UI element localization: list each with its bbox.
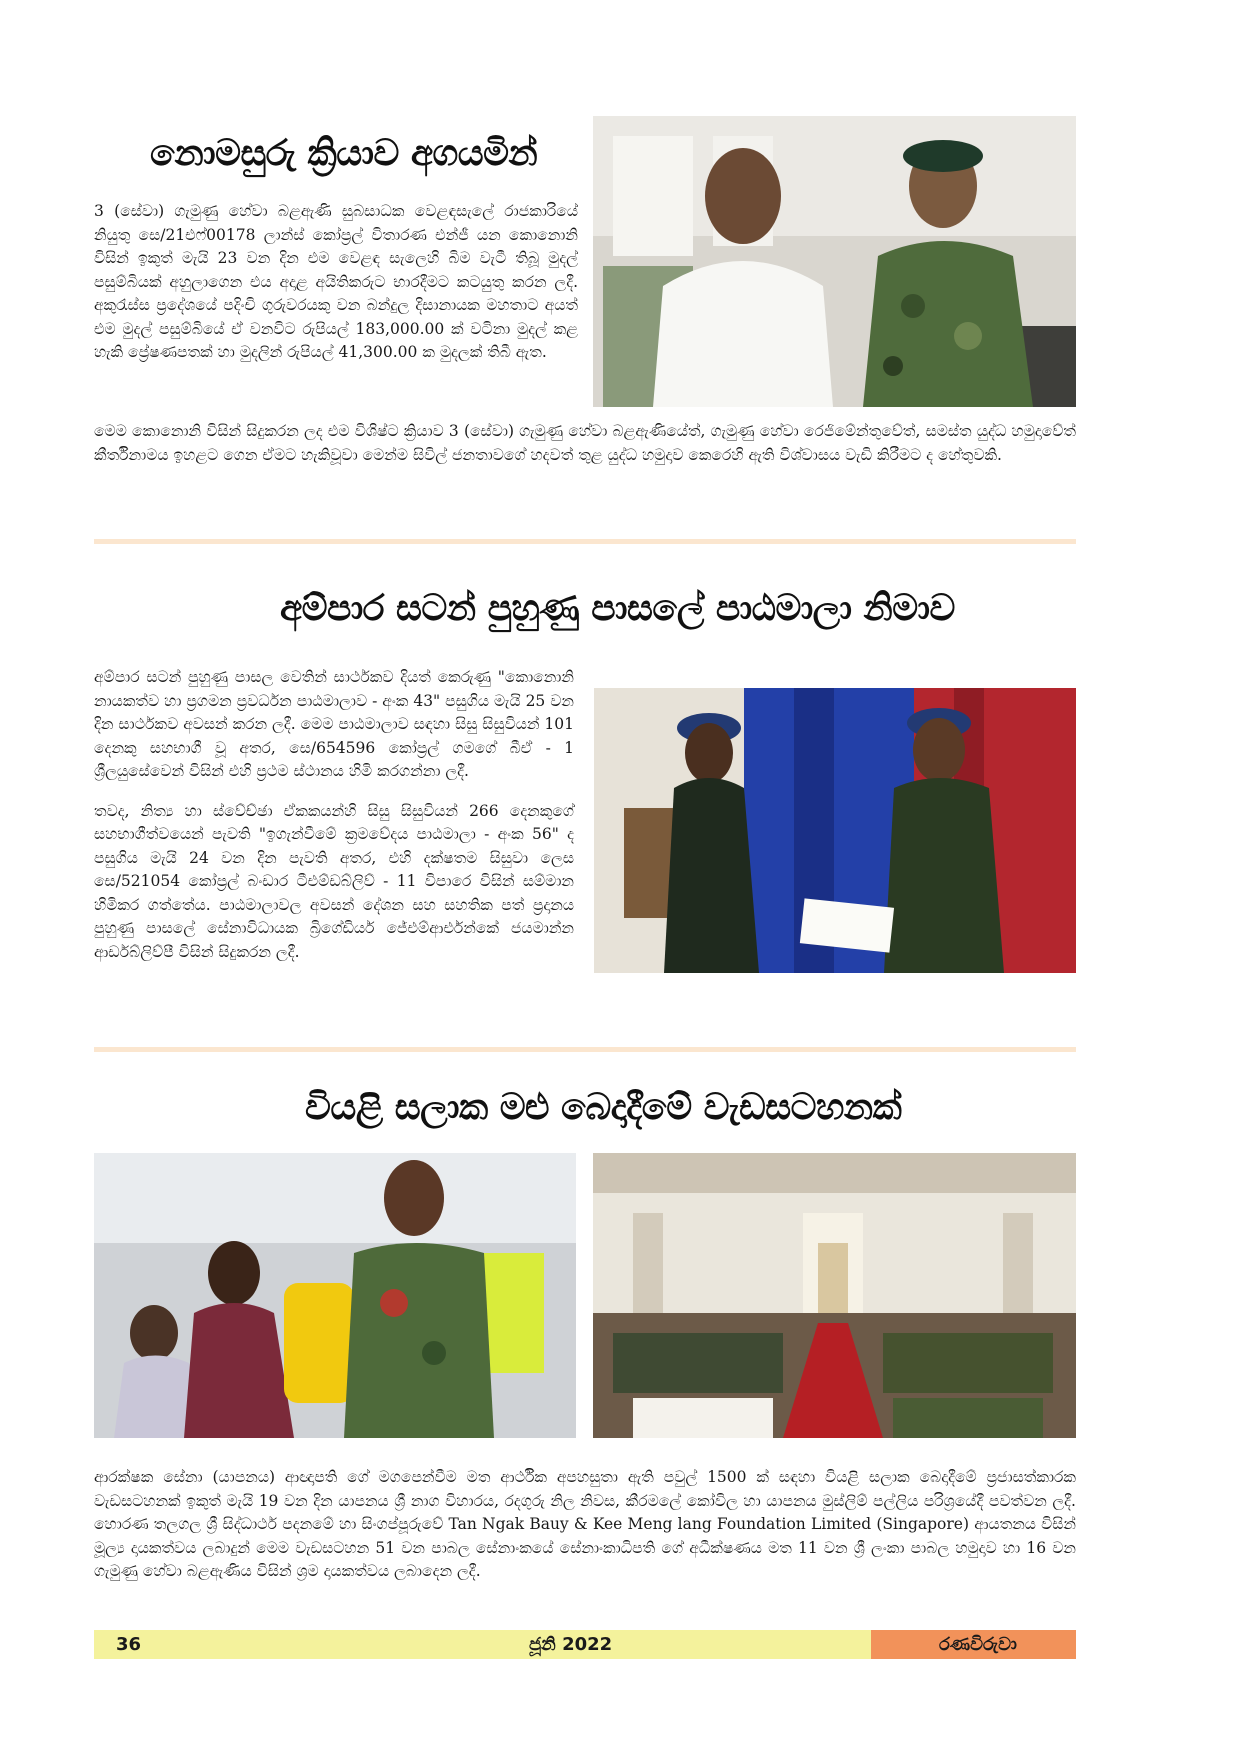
article-1-title: නොමසුරු ක්‍රියාව අගයමින්	[150, 133, 538, 174]
article-3-body	[94, 1466, 1076, 1600]
section-divider-2	[94, 1047, 1076, 1052]
page-footer	[94, 1630, 1076, 1659]
article-1-paragraph-2: මෙම කොනොනි විසින් සිදුකරන ලද එම විශිෂ්ට ක්‍රියාව 3 (සේවා) ගැමුණු හේවා බළඇණියේත්, ගැමුණු හේවා රෙජිමේන්තුවේත්, සමස්ත යුද්ධ හමුදාවේත් කීර්තිනාමය ඉහළට ගෙන ඒමට හැකිවූවා මෙන්ම සිවිල් ජනතාවගේ හදවත් තුළ යුද්ධ හමුදාව කෙරෙහි ඇති විශ්වාසය වැඩි කිරීමට ද හේතුවකි.	[94, 422, 1076, 464]
photo-hall-ceremony	[593, 1153, 1076, 1438]
article-1-body	[94, 200, 578, 381]
article-1-body-wide	[94, 420, 1076, 483]
magazine-name: රණවිරුවා	[939, 1634, 1017, 1655]
article-1-paragraph-1: 3 (සේවා) ගැමුණු හේවා බළඇණි සුබසාධක වෙළඳසැලේ රාජකාරියේ නියුතු සෙ/21එෆ්00178 ලාන්ස් කෝප්‍රල් විතාරණ එන්ජී යන කොනොනි විසින් ඉකුත් මැයි 23 වන දින එම වෙළඳ සැලෙහි බිම වැටී තිබූ මුදල් පසුම්බියක් අහුලාගෙන එය අදාළ අයිතිකරුට භාරදීමට කටයුතු කරන ලදී. අකුරැස්ස ප්‍රදේශයේ පදිංචි ගුරුවරයකු වන බන්දුල දිසානායක මහතාට අයත් එම මුදල් පසුම්බියේ ඒ වනවිට රුපියල් 183,000.00 ක් වටිනා මුදල් කළ හැකි ප්‍රේෂණපතක් හා මුදලින් රුපියල් 41,300.00 ක මුදලක් තිබී ඇත.	[94, 202, 578, 361]
page-number: 36	[116, 1634, 142, 1655]
article-3-title: වියළි සලාක මළු බෙදාදීමේ වැඩසටහනක්	[305, 1087, 902, 1128]
article-2-paragraph-2: තවද, නිත්‍ය හා ස්වේච්ඡා ඒකකයන්හි සිසු සිසුවියන් 266 දෙනකුගේ සහභාගීත්වයෙන් පැවති "ඉගැන්වීමේ ක්‍රමවේදය පාඨමාලා - අංක 56" ද පසුගිය මැයි 24 වන දින පැවති අතර, එහි දක්ෂතම සිසුවා ලෙස සෙ/521054 කෝප්‍රල් බංඩාර ටීඑම්ඩබ්ලිව් - 11 විපාරෙ විසින් සම්මාන හිමිකර ගත්තේය. පාඨමාලාවල අවසන් දේශන සහ සහතික පත් ප්‍රදානය පුහුණු පාසලේ සේනාවිධායක බ්‍රිගේඩියර් ජේඑම්ආර්එන්කේ ජයමාන්න ආර්ඩබ්ලිව්පී විසින් සිදුකරන ලදී.	[94, 801, 574, 961]
article-2-paragraph-1: අම්පාර සටන් පුහුණු පාසල වෙතින් සාර්ථකව දියත් කෙරුණු "කොනොනි නායකත්ව හා ප්‍රගමන ප්‍රවර්ධන පාඨමාලාව - අංක 43" පසුගිය මැයි 25 වන දින සාර්ථකව අවසන් කරන ලදී. මෙම පාඨමාලාව සඳහා සිසු සිසුවියන් 101 දෙනකු සහභාගී වූ අතර, සෙ/654596 කෝප්‍රල් ගමගේ බීඒ - 1 ශ්‍රීලයුසේවෙන් විසින් එහි ප්‍රථම ස්ථානය හිමි කරගන්නා ලදී.	[94, 668, 574, 780]
footer-bar	[94, 1630, 871, 1659]
article-2-title: අම්පාර සටන් පුහුණු පාසලේ පාඨමාලා නිමාව	[280, 588, 955, 629]
article-3-paragraph-1: ආරක්ෂක සේනා (යාපනය) ආඥාපති ගේ මගපෙන්වීම මත ආර්ථික අපහසුතා ඇති පවුල් 1500 ක් සඳහා වියළි සලාක බෙදාදීමේ ප්‍රජාසත්කාරක වැඩසටහනක් ඉකුත් මැයි 19 වන දින යාපනය ශ්‍රී නාග විහාරය, රදගුරු නිල නිවස, කීරමලේ කෝවිල හා යාපනය මුස්ලිම් පල්ලිය පරිශ්‍රයේදී පවත්වන ලදී. හොරණ තලගල ශ්‍රී සිද්ධාර්ථ පදනමේ හා සිංගප්පූරුවේ Tan Ngak Bauy & Kee Meng lang Foundation Limited (Singapore) ආයතනය විසින් මූල්‍ය දායකත්වය ලබාදුන් මෙම වැඩසටහන 51 වන පාබල සේනාංකයේ සේනාංකාධිපති ගේ අධීක්ෂණය මත 11 වන ශ්‍රී ලංකා පාබල හමුදාව හා 16 වන ගැමුණු හේවා බළඇණිය විසින් ශ්‍රම දායකත්වය ලබාදෙන ලදී.	[94, 1468, 1076, 1580]
issue-date: ජූනි 2022	[529, 1634, 613, 1655]
section-divider-1	[94, 539, 1076, 544]
article-2-body	[94, 666, 574, 980]
photo-certificate-award	[594, 688, 1076, 973]
photo-ration-distribution	[94, 1153, 576, 1438]
photo-handover-wallet	[593, 116, 1076, 407]
